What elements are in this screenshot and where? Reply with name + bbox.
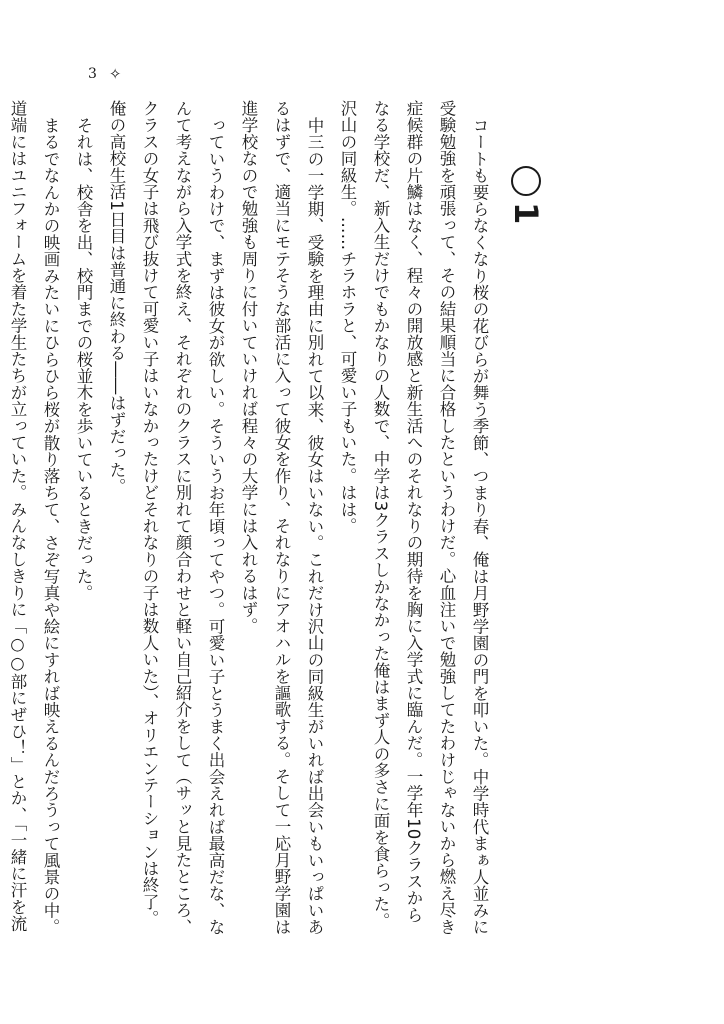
- text-line: 中三の一学期、受験を理由に別れて以来、彼女はいない。これだけ沢山の同級生がいれば出会いもいっぱいあ: [305, 116, 324, 935]
- text-line: 道端にはユニフォームを着た学生たちが立っていた。みんなしきりに「○○部にぜひ！」とか、「一緒に汗を流: [8, 100, 27, 932]
- paragraph-3-continued: [133, 100, 166, 940]
- page-number: 3: [88, 66, 97, 82]
- text-line: 進学校なので勉強も周りに付いていければ程々の大学には入れるはず。: [239, 100, 258, 635]
- chapter-number: 1: [507, 202, 545, 225]
- text-line: 俺の高校生活1日目は普通に終わる――はずだった。: [107, 100, 126, 495]
- paragraph-2-continued: [265, 100, 298, 940]
- text-line: なる学校だ、新入生だけでもかなりの人数で、中学は3クラスしかなかった俺はまず人の多さに面を食らった。: [371, 100, 390, 929]
- text-line: んて考えながら入学式を終え、それぞれのクラスに別れて顔合わせと軽い自己紹介をして（サッと見たところ、: [173, 100, 192, 935]
- paragraph-1-continued: [364, 100, 397, 940]
- sparkle-icon: ✧: [108, 65, 122, 83]
- page-header: [88, 64, 122, 84]
- paragraph-3-continued: [100, 100, 133, 940]
- text-line: それは、校舎を出、校門までの桜並木を歩いているときだった。: [74, 116, 93, 601]
- text-line: 受験勉強を頑張って、その結果順当に合格したというわけだ。心血注いで勉強してたわけじゃないから燃え尽き: [437, 100, 456, 935]
- text-line: るはずで、適当にモテそうな部活に入って彼女を作り、それなりにアオハルを謳歌する。そして一応月野学園は: [272, 100, 291, 935]
- text-line: っていうわけで、まずは彼女が欲しい。そういうお年頃ってやつ。可愛い子とうまく出会えれば最高だな、な: [206, 116, 225, 935]
- body-text: [1, 100, 496, 940]
- paragraph-5: [34, 100, 67, 940]
- paragraph-1-continued: [397, 100, 430, 940]
- paragraph-4: [67, 100, 100, 940]
- paragraph-2: [298, 100, 331, 940]
- text-line: まるでなんかの映画みたいにひらひら桜が散り落ちて、さぞ写真や絵にすれば映えるんだろうって風景の中。: [41, 116, 60, 935]
- paragraph-2-continued: [232, 100, 265, 940]
- paragraph-3-continued: [166, 100, 199, 940]
- paragraph-1: [463, 100, 496, 940]
- paragraph-3: [199, 100, 232, 940]
- chapter-heading: [506, 166, 546, 224]
- text-line: 症候群の片鱗はなく、程々の開放感と新生活へのそれなりの期待を胸に入学式に臨んだ。一学年10クラスから: [404, 100, 423, 923]
- text-line: コートも要らなくなり桜の花びらが舞う季節、つまり春、俺は月野学園の門を叩いた。中学時代まぁ人並みに: [470, 116, 489, 935]
- text-line: クラスの女子は飛び抜けて可愛い子はいなかったけどそれなりの子は数人いた）、オリエンテーションは終了。: [140, 100, 159, 927]
- paragraph-5-continued: [1, 100, 34, 940]
- paragraph-1-continued: [331, 100, 364, 940]
- text-line: 沢山の同級生。……チラホラと、可愛い子もいた。はは。: [338, 100, 357, 535]
- chapter-circle-icon: [511, 166, 541, 196]
- paragraph-1-continued: [430, 100, 463, 940]
